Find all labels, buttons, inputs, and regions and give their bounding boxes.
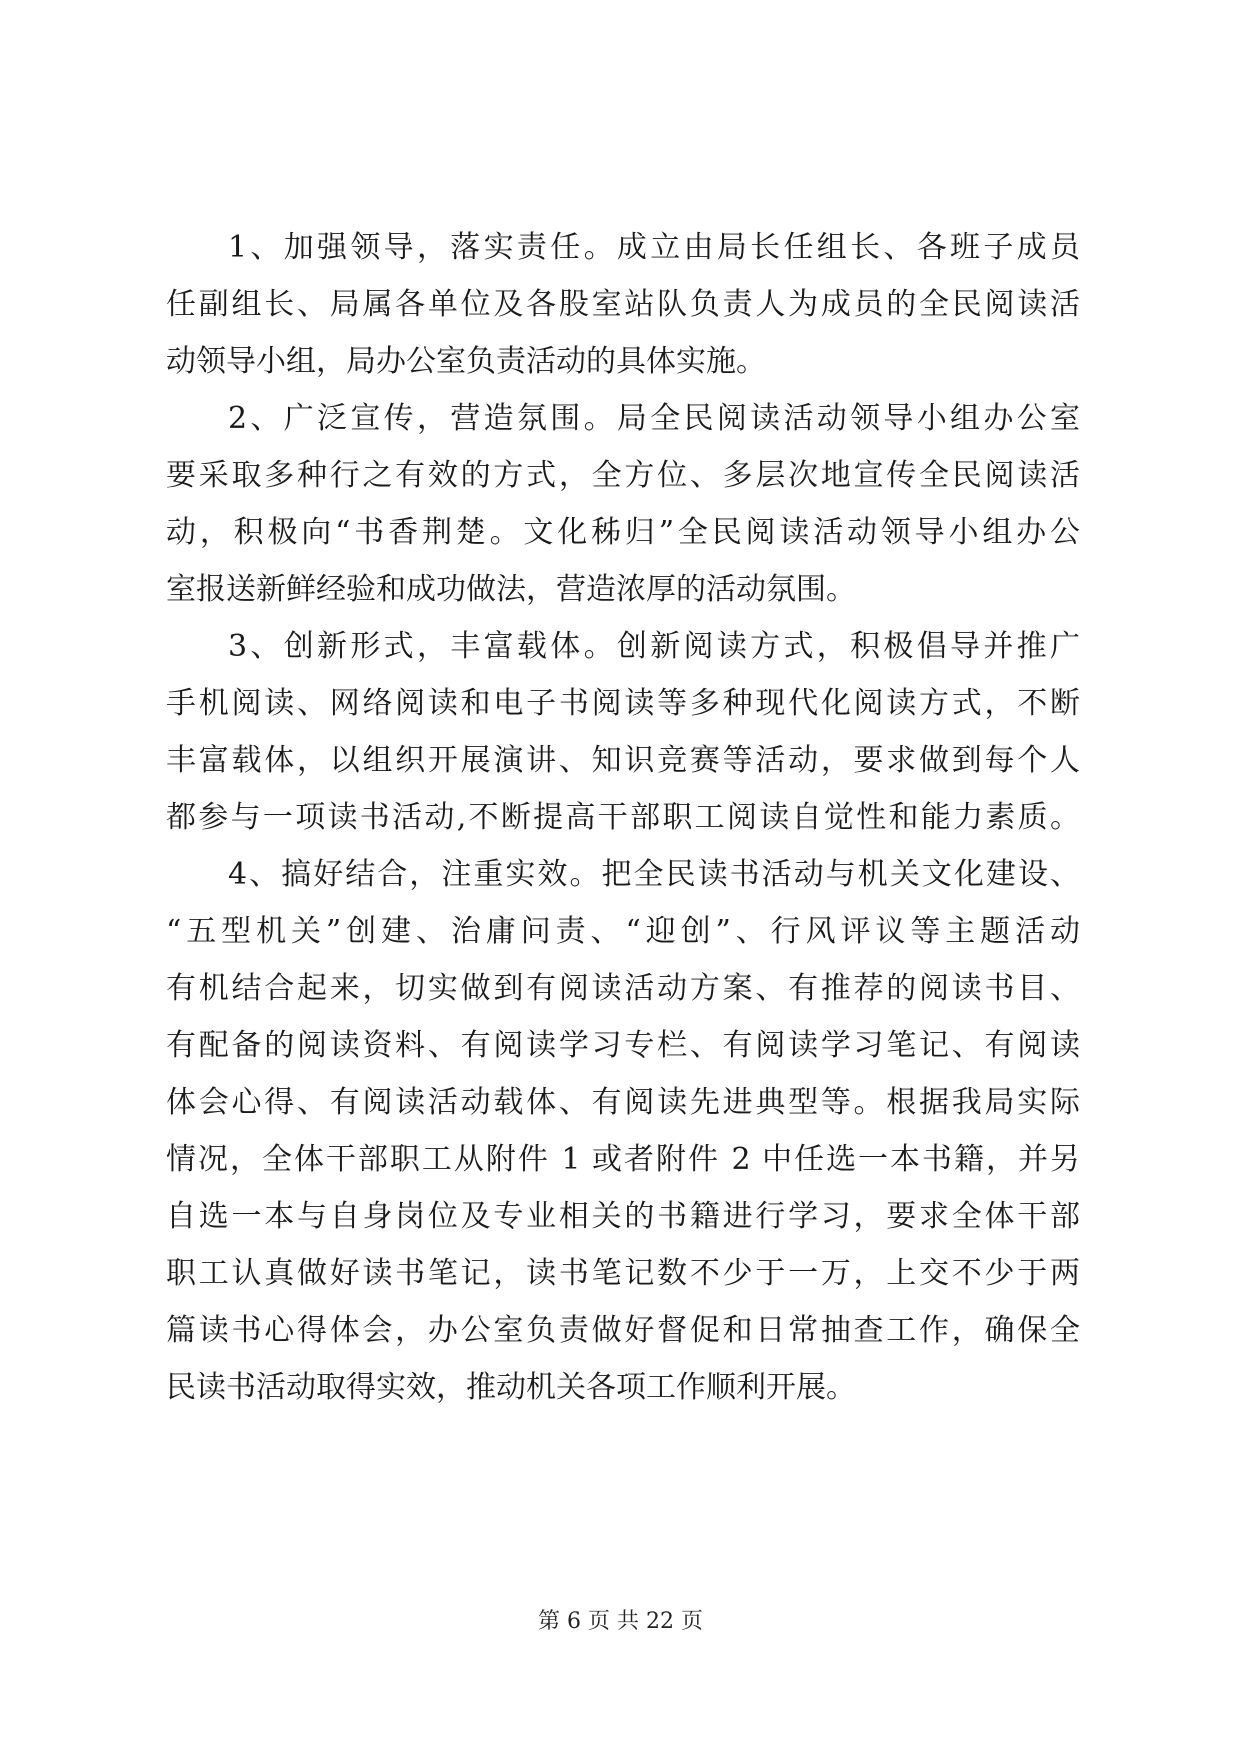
page-number-footer: 第 6 页 共 22 页: [538, 1609, 703, 1634]
paragraph-line: “五型机关”创建、治庸问责、“迎创”、行风评议等主题活动: [166, 914, 1080, 949]
paragraph-line: 3、创新形式，丰富载体。创新阅读方式，积极倡导并推广: [228, 629, 1080, 664]
paragraph-line: 情况，全体干部职工从附件 1 或者附件 2 中任选一本书籍，并另: [166, 1142, 1080, 1177]
paragraph-1: [166, 228, 1080, 382]
paragraph-line: 动，积极向“书香荆楚。文化秭归”全民阅读活动领导小组办公: [166, 515, 1080, 550]
paragraph-line: 职工认真做好读书笔记，读书笔记数不少于一万，上交不少于两: [166, 1256, 1080, 1291]
paragraph-line: 手机阅读、网络阅读和电子书阅读等多种现代化阅读方式，不断: [166, 686, 1080, 721]
paragraph-4: [166, 855, 1080, 1408]
body-text: [166, 228, 1080, 1425]
paragraph-line: 有机结合起来，切实做到有阅读活动方案、有推荐的阅读书目、: [166, 971, 1080, 1006]
paragraph-line: 体会心得、有阅读活动载体、有阅读先进典型等。根据我局实际: [166, 1085, 1080, 1120]
paragraph-line: 丰富载体，以组织开展演讲、知识竞赛等活动，要求做到每个人: [166, 743, 1080, 778]
paragraph-line: 有配备的阅读资料、有阅读学习专栏、有阅读学习笔记、有阅读: [166, 1028, 1080, 1063]
paragraph-line: 1、加强领导，落实责任。成立由局长任组长、各班子成员: [228, 230, 1080, 265]
paragraph-line: 都参与一项读书活动,不断提高干部职工阅读自觉性和能力素质。: [166, 800, 1080, 835]
paragraph-line: 篇读书心得体会，办公室负责做好督促和日常抽查工作，确保全: [166, 1313, 1080, 1348]
paragraph-line: 要采取多种行之有效的方式，全方位、多层次地宣传全民阅读活: [166, 458, 1080, 493]
paragraph-line: 4、搞好结合，注重实效。把全民读书活动与机关文化建设、: [228, 857, 1080, 892]
paragraph-2: [166, 399, 1080, 610]
paragraph-line: 民读书活动取得实效，推动机关各项工作顺利开展。: [166, 1370, 856, 1405]
paragraph-line: 任副组长、局属各单位及各股室站队负责人为成员的全民阅读活: [166, 287, 1080, 322]
paragraph-line: 自选一本与自身岗位及专业相关的书籍进行学习，要求全体干部: [166, 1199, 1080, 1234]
paragraph-line: 2、广泛宣传，营造氛围。局全民阅读活动领导小组办公室: [228, 401, 1080, 436]
paragraph-line: 室报送新鲜经验和成功做法，营造浓厚的活动氛围。: [166, 572, 856, 607]
paragraph-3: [166, 627, 1080, 838]
paragraph-line: 动领导小组，局办公室负责活动的具体实施。: [166, 344, 766, 379]
